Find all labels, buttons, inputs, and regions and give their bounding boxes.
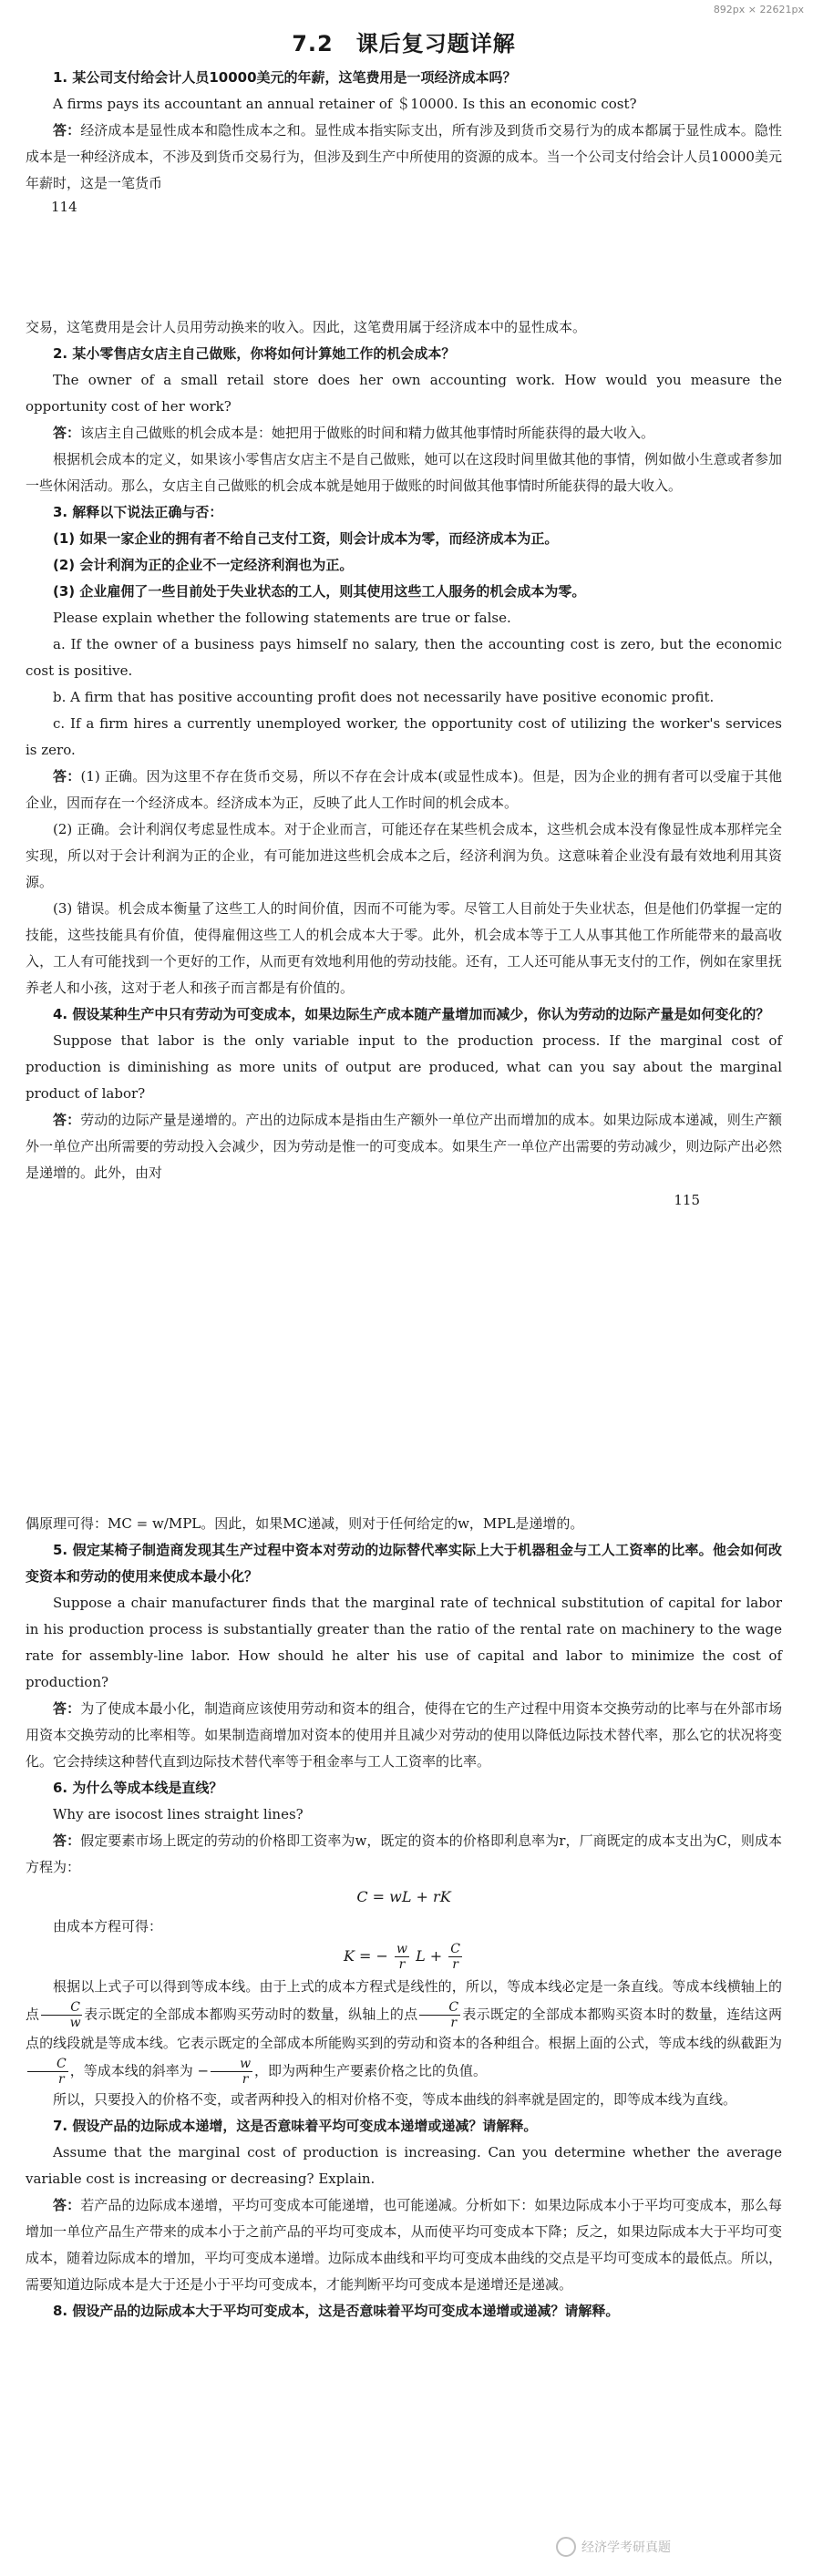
para2-c: 表示既定的全部成本都购买资本时的数量，连结这两点的线段就是等成本线。它表示既定的全部成本所能购买到的劳动和资本的各种组合。根据上面的公式，等成本线的纵截距为 <box>26 2006 782 2051</box>
answer-7 <box>26 2192 782 2298</box>
frac-den: w <box>69 2016 81 2030</box>
frac-num: w <box>211 2057 252 2072</box>
answer-label: 答： <box>53 122 81 139</box>
frac-den: r <box>450 2016 458 2030</box>
answer-label: 答： <box>53 425 81 441</box>
question-4-english: Suppose that labor is the only variable input to the production process. If the marginal cost of production is diminishing as more units of output are produced, what can you say about the marginal product of labor? <box>26 1032 782 1102</box>
frac-den: r <box>58 2072 65 2087</box>
frac-num: C <box>41 2000 82 2016</box>
question-3: 3. 解释以下说法正确与否： <box>53 504 223 520</box>
answer-label: 答： <box>53 1832 81 1849</box>
isocost-mid: L + <box>416 1947 443 1965</box>
question-3-english-b: b. A firm that has positive accounting profit does not necessarily have positive economic profit. <box>53 689 715 705</box>
frac-num: C <box>450 1942 461 1956</box>
section-title: 7.2 课后复习题详解 <box>292 31 516 56</box>
answer-5 <box>26 1696 782 1775</box>
image-size-label: 892px × 22621px <box>713 4 804 15</box>
frac-den: r <box>242 2072 249 2087</box>
question-1: 1. 某公司支付给会计人员10000美元的年薪，这笔费用是一项经济成本吗？ <box>53 69 517 86</box>
page-115-section <box>26 314 782 1208</box>
fraction-w-over-r <box>211 2057 252 2087</box>
answer-label: 答： <box>53 1700 81 1717</box>
answer-3-1-text: (1) 正确。因为这里不存在货币交易，所以不存在会计成本(或显性成本)。但是，因为企业的拥有者可以受雇于其他企业，因而存在一个经济成本。经济成本为正，反映了此人工作时间的机会成本。 <box>26 768 782 811</box>
question-6: 6. 为什么等成本线是直线？ <box>53 1780 223 1796</box>
answer-4 <box>26 1107 782 1186</box>
watermark-logo-icon <box>556 2537 576 2557</box>
question-7: 7. 假设产品的边际成本递增，这是否意味着平均可变成本递增或递减？请解释。 <box>53 2118 538 2134</box>
para2-d: ，等成本线的斜率为 − <box>69 2062 210 2079</box>
page-114-section <box>26 26 782 215</box>
derive-text: 由成本方程可得： <box>53 1918 163 1935</box>
frac-num: C <box>419 2000 460 2016</box>
answer-2-text: 该店主自己做账的机会成本是：她把用于做账的时间和精力做其他事情时所能获得的最大收入。 <box>80 425 655 441</box>
question-7-english: Assume that the marginal cost of production is increasing. Can you determine whether the average variable cost is increasing or decreasing? Explain. <box>26 2144 782 2187</box>
question-3-item-3: (3) 企业雇佣了一些目前处于失业状态的工人，则其使用这些工人服务的机会成本为零。 <box>53 583 586 600</box>
answer-7-text: 若产品的边际成本递增，平均可变成本可能递增，也可能递减。分析如下：如果边际成本小于平均可变成本，那么每增加一单位产品生产带来的成本小于之前产品的平均可变成本，从而使平均可变成本下降；反之，如果边际成本大于平均可变成本，随着边际成本的增加，平均可变成本递增。边际成本曲线和平均可变成本曲线的交点是平均可变成本的最低点。所以，需要知道边际成本是大于还是小于平均可变成本，才能判断平均可变成本是递增还是递减。 <box>26 2197 782 2293</box>
answer-3-3: (3) 错误。机会成本衡量了这些工人的时间价值，因而不可能为零。尽管工人目前处于失业状态，但是他们仍掌握一定的技能，这些技能具有价值，使得雇佣这些工人的机会成本大于零。此外，机会成本等于工人从事其他工作所能带来的最高收入，工人有可能找到一个更好的工作，从而更有效地利用他的劳动技能。还有，工人还可能从事无支付的工作，例如在家里抚养老人和小孩，这对于老人和孩子而言都是有价值的。 <box>26 900 782 996</box>
fraction-c-over-w <box>41 2000 82 2030</box>
answer-3-2: (2) 正确。会计利润仅考虑显性成本。对于企业而言，可能还存在某些机会成本，这些机会成本没有像显性成本那样完全实现，所以对于会计利润为正的企业，有可能加进这些机会成本之后，经济利润为负。这意味着企业没有最有效地利用其资源。 <box>26 821 782 890</box>
question-4: 4. 假设某种生产中只有劳动为可变成本，如果边际生产成本随产量增加而减少，你认为劳动的边际产量是如何变化的？ <box>53 1006 770 1022</box>
question-5-english: Suppose a chair manufacturer finds that the marginal rate of technical substitution of capital for labor in his production process is substantially greater than the ratio of the rental rate on machinery to the wage rate for assembly-line labor. How should he alter his use of capital and labor to minimize the cost of production? <box>26 1595 782 1690</box>
answer-label: 答： <box>53 768 81 785</box>
answer-6-paragraph-2 <box>26 1974 782 2087</box>
answer-2 <box>26 420 782 446</box>
answer-label: 答： <box>53 1112 81 1128</box>
question-3-item-1: (1) 如果一家企业的拥有者不给自己支付工资，则会计成本为零，而经济成本为正。 <box>53 530 559 547</box>
page-number-115: 115 <box>674 1192 700 1208</box>
watermark <box>556 2537 671 2557</box>
question-8: 8. 假设产品的边际成本大于平均可变成本，这是否意味着平均可变成本递增或递减？请解释。 <box>53 2303 620 2319</box>
question-3-item-2: (2) 会计利润为正的企业不一定经济利润也为正。 <box>53 557 354 573</box>
fraction-c-over-r <box>419 2000 460 2030</box>
answer-3-1 <box>26 764 782 816</box>
fraction-w-over-r <box>395 1942 409 1972</box>
answer-5-text: 为了使成本最小化，制造商应该使用劳动和资本的组合，使得在它的生产过程中用资本交换劳动的比率与在外部市场用资本交换劳动的比率相等。如果制造商增加对资本的使用并且减少对劳动的使用以降低边际技术替代率，那么它的状况将变化。它会持续这种替代直到边际技术替代率等于租金率与工人工资率的比率。 <box>26 1700 782 1770</box>
frac-num: C <box>27 2057 68 2072</box>
question-6-english: Why are isocost lines straight lines? <box>53 1806 304 1822</box>
para2-b: 表示既定的全部成本都购买劳动时的数量，纵轴上的点 <box>83 2006 418 2023</box>
question-3-english-intro: Please explain whether the following statements are true or false. <box>53 610 511 626</box>
question-3-english-c: c. If a firm hires a currently unemployed worker, the opportunity cost of utilizing the worker's services is zero. <box>26 715 782 758</box>
cost-equation: C = wL + rK <box>356 1888 451 1905</box>
isocost-equation <box>26 1942 782 1972</box>
frac-den: r <box>452 1957 458 1972</box>
question-2: 2. 某小零售店女店主自己做账，你将如何计算她工作的机会成本？ <box>53 345 456 362</box>
page-116-section <box>26 1511 782 2325</box>
fraction-c-over-r <box>448 1942 462 1972</box>
answer-6-text: 假定要素市场上既定的劳动的价格即工资率为w，既定的资本的价格即利息率为r，厂商既定的成本支出为C，则成本方程为： <box>26 1832 782 1875</box>
question-5: 5. 假定某椅子制造商发现其生产过程中资本对劳动的边际替代率实际上大于机器租金与工人工资率的比率。他会如何改变资本和劳动的使用来使成本最小化？ <box>26 1542 782 1585</box>
question-3-english-a: a. If the owner of a business pays himself no salary, then the accounting cost is zero, but the economic cost is positive. <box>26 636 782 679</box>
answer-4-text: 劳动的边际产量是递增的。产出的边际成本是指由生产额外一单位产出而增加的成本。如果边际成本递减，则生产额外一单位产出所需要的劳动投入会减少，因为劳动是惟一的可变成本。如果生产一单位产出需要的劳动减少，则边际产出必然是递增的。此外，由对 <box>26 1112 782 1181</box>
fraction-c-over-r <box>27 2057 68 2087</box>
para2-e: ，即为两种生产要素价格之比的负值。 <box>254 2062 488 2079</box>
answer-2-paragraph: 根据机会成本的定义，如果该小零售店女店主不是自己做账，她可以在这段时间里做其他的事情，例如做小生意或者参加一些休闲活动。那么，女店主自己做账的机会成本就是她用于做账的时间做其他事情时所能获得的最大收入。 <box>26 451 782 494</box>
question-2-english: The owner of a small retail store does her own accounting work. How would you measure the opportunity cost of her work? <box>26 372 782 415</box>
answer-6-paragraph-3: 所以，只要投入的价格不变，或者两种投入的相对价格不变，等成本曲线的斜率就是固定的，即等成本线为直线。 <box>53 2091 737 2108</box>
page-number-114: 114 <box>51 199 77 215</box>
answer-4-continued: 偶原理可得：MC = w/MPL。因此，如果MC递减，则对于任何给定的w，MPL是递增的。 <box>26 1515 584 1532</box>
answer-1-continued: 交易，这笔费用是会计人员用劳动换来的收入。因此，这笔费用属于经济成本中的显性成本。 <box>26 319 587 335</box>
watermark-text: 经济学考研真题 <box>581 2540 671 2555</box>
answer-1-text: 经济成本是显性成本和隐性成本之和。显性成本指实际支出，所有涉及到货币交易行为的成本都属于显性成本。隐性成本是一种经济成本，不涉及到货币交易行为，但涉及到生产中所使用的资源的成本。当一个公司支付给会计人员10000美元年薪时，这是一笔货币 <box>26 122 782 191</box>
isocost-lhs: K = − <box>343 1947 388 1965</box>
para2-a: 根据以上式子可以得到等成本线。由于上式的成本方程式是线性的，所以，等成本线必定是一条直线。等成本线横轴上的点 <box>26 1978 782 2023</box>
answer-1 <box>26 118 782 197</box>
answer-label: 答： <box>53 2197 81 2213</box>
frac-num: w <box>396 1942 407 1956</box>
question-1-english: A firms pays its accountant an annual retainer of ＄10000. Is this an economic cost? <box>53 96 637 112</box>
frac-den: r <box>398 1957 406 1972</box>
answer-6 <box>26 1828 782 1881</box>
